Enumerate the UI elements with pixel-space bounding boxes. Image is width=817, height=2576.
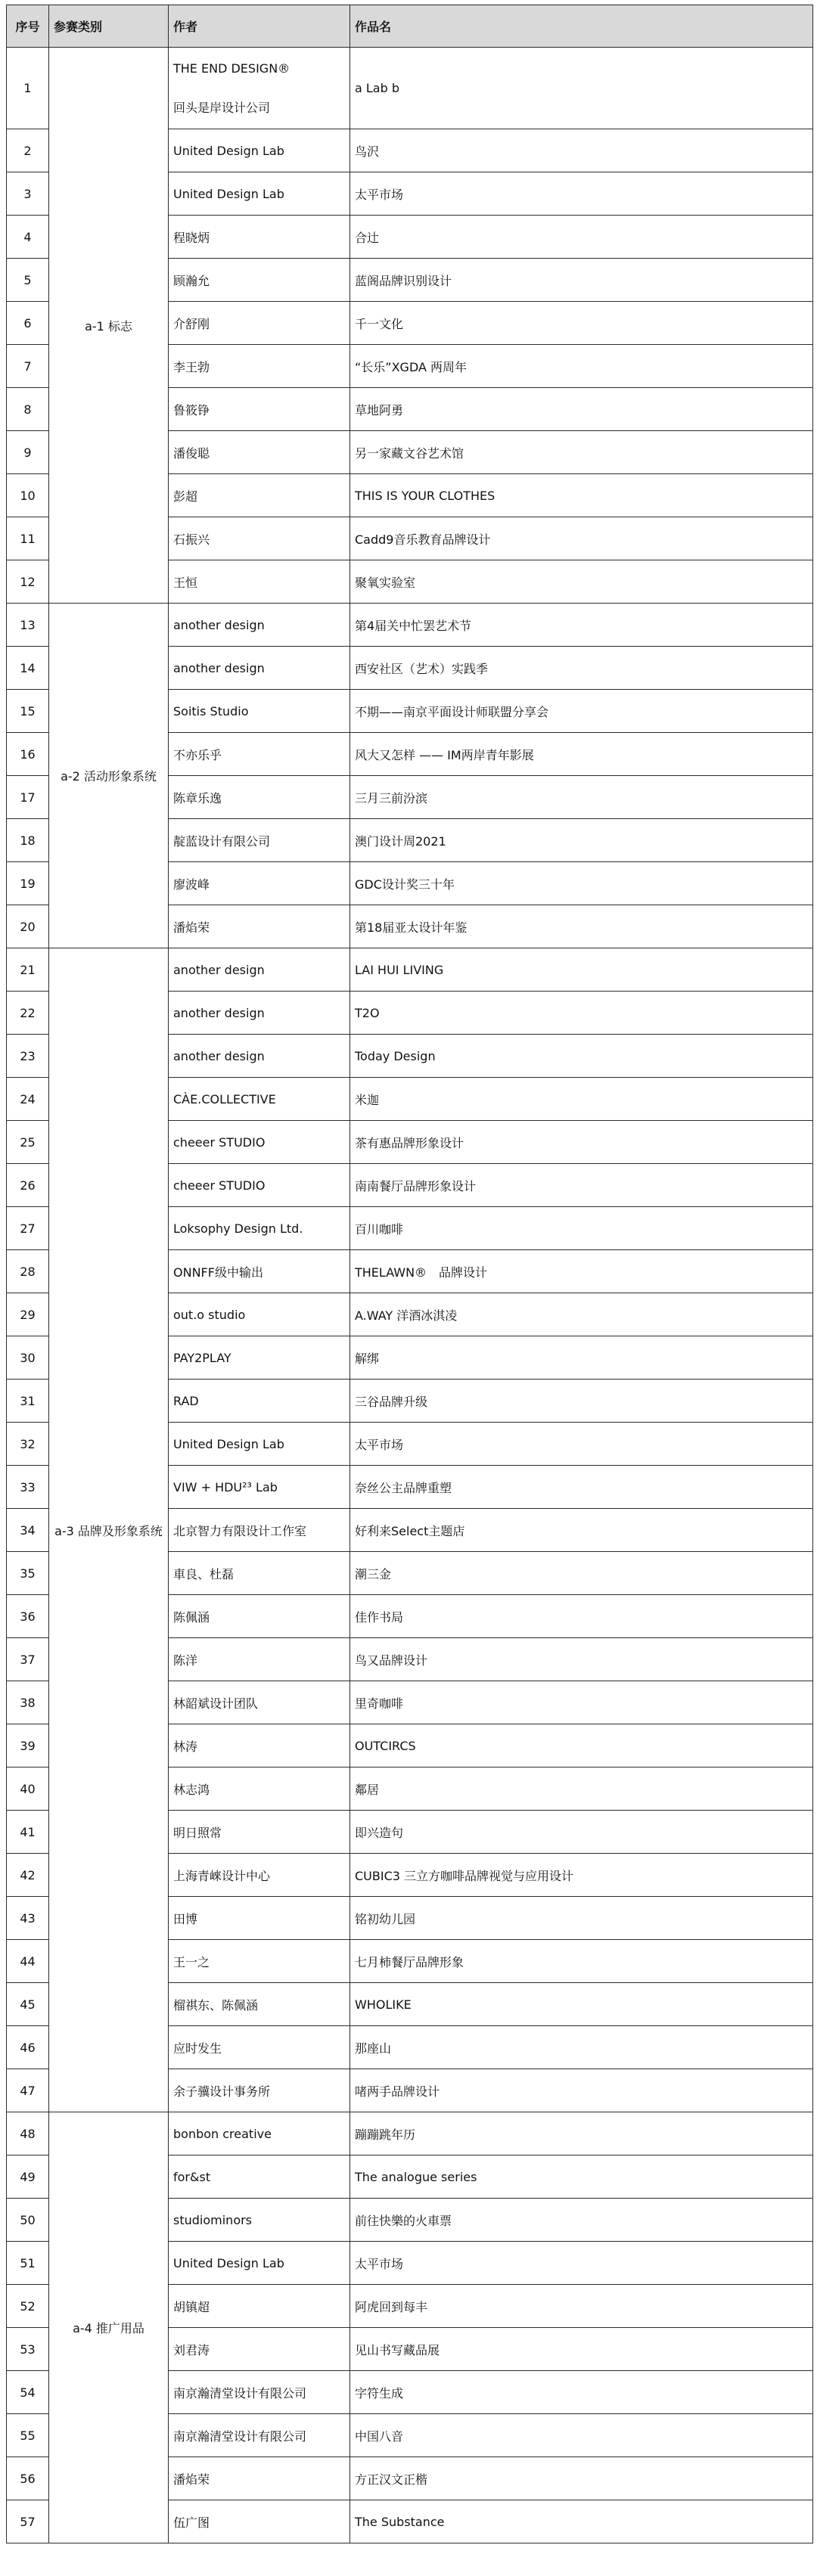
work-title-cell: 佳作书局 (350, 1595, 813, 1638)
work-title-cell: 百川咖啡 (350, 1207, 813, 1250)
work-title-cell: 奈丝公主品牌重塑 (350, 1466, 813, 1509)
row-number: 39 (7, 1724, 49, 1768)
author-line: THE END DESIGN® (173, 61, 290, 76)
author-cell: 王恒 (169, 560, 350, 604)
author-cell: 靛蓝设计有限公司 (169, 819, 350, 862)
author-cell: 車良、杜磊 (169, 1552, 350, 1595)
work-title-cell: 第18届亚太设计年鉴 (350, 905, 813, 948)
author-cell: 上海青崍设计中心 (169, 1854, 350, 1897)
row-number: 46 (7, 2026, 49, 2069)
work-title-cell: 太平市场 (350, 172, 813, 216)
work-title-cell: 好利来Select主题店 (350, 1509, 813, 1552)
work-title-cell: 太平市场 (350, 2242, 813, 2285)
author-cell: 彭超 (169, 474, 350, 517)
author-cell: CÀE.COLLECTIVE (169, 1078, 350, 1121)
work-title-cell: 方正汉文正楷 (350, 2457, 813, 2500)
header-row (7, 5, 813, 48)
author-cell: 陈章乐逸 (169, 776, 350, 819)
author-cell: 刘君涛 (169, 2328, 350, 2371)
work-title-cell: 见山书写藏品展 (350, 2328, 813, 2371)
author-cell: 程晓炳 (169, 216, 350, 259)
row-number: 23 (7, 1035, 49, 1078)
row-number: 19 (7, 862, 49, 905)
row-number: 31 (7, 1380, 49, 1423)
table-row (7, 948, 813, 992)
author-cell: VIW + HDU²³ Lab (169, 1466, 350, 1509)
row-number: 17 (7, 776, 49, 819)
work-title-cell: 米迦 (350, 1078, 813, 1121)
author-cell: 榴祺东、陈佩涵 (169, 1983, 350, 2026)
author-cell: 石振兴 (169, 517, 350, 560)
author-cell: 潘焰荣 (169, 905, 350, 948)
work-title-cell: Cadd9音乐教育品牌设计 (350, 517, 813, 560)
work-title-cell: 草地阿勇 (350, 388, 813, 431)
work-title-cell: 七月柿餐厅品牌形象 (350, 1940, 813, 1983)
row-number: 5 (7, 259, 49, 302)
work-title-cell: 风大又怎样 —— IM两岸青年影展 (350, 733, 813, 776)
work-title-cell: 中国八音 (350, 2414, 813, 2457)
category-cell: a-3 品牌及形象系统 (49, 948, 169, 2112)
author-cell: 南京瀚清堂设计有限公司 (169, 2414, 350, 2457)
row-number: 34 (7, 1509, 49, 1552)
row-number: 42 (7, 1854, 49, 1897)
author-cell: 王一之 (169, 1940, 350, 1983)
table-row (7, 604, 813, 647)
author-cell: RAD (169, 1380, 350, 1423)
work-title-cell: 鸟又品牌设计 (350, 1638, 813, 1681)
work-title-cell: 那座山 (350, 2026, 813, 2069)
header-num: 序号 (7, 5, 49, 48)
author-cell: United Design Lab (169, 172, 350, 216)
author-cell: 林志鸿 (169, 1768, 350, 1811)
work-title-cell: 鸟沢 (350, 129, 813, 172)
author-cell: another design (169, 1035, 350, 1078)
work-title-cell: WHOLIKE (350, 1983, 813, 2026)
category-cell: a-1 标志 (49, 48, 169, 604)
row-number: 55 (7, 2414, 49, 2457)
row-number: 29 (7, 1293, 49, 1336)
author-cell: another design (169, 948, 350, 992)
work-title-cell: 铭初幼儿园 (350, 1897, 813, 1940)
category-cell: a-2 活动形象系统 (49, 604, 169, 948)
row-number: 35 (7, 1552, 49, 1595)
work-title-cell: 鄰居 (350, 1768, 813, 1811)
row-number: 25 (7, 1121, 49, 1164)
row-number: 11 (7, 517, 49, 560)
row-number: 27 (7, 1207, 49, 1250)
row-number: 36 (7, 1595, 49, 1638)
work-title-cell: 聚氧实验室 (350, 560, 813, 604)
row-number: 48 (7, 2112, 49, 2155)
header-category: 参赛类别 (49, 5, 169, 48)
table-header (7, 5, 813, 48)
row-number: 6 (7, 302, 49, 345)
row-number: 54 (7, 2371, 49, 2414)
author-cell: studiominors (169, 2199, 350, 2242)
work-title-cell: THELAWN® 品牌设计 (350, 1250, 813, 1293)
author-cell: 应时发生 (169, 2026, 350, 2069)
work-title-cell: 西安社区（艺术）实践季 (350, 647, 813, 690)
row-number: 24 (7, 1078, 49, 1121)
work-title-cell: 三月三前汾滨 (350, 776, 813, 819)
row-number: 53 (7, 2328, 49, 2371)
row-number: 12 (7, 560, 49, 604)
row-number: 40 (7, 1768, 49, 1811)
table-row (7, 2112, 813, 2155)
author-cell: bonbon creative (169, 2112, 350, 2155)
author-cell: cheeer STUDIO (169, 1121, 350, 1164)
author-cell: 北京智力有限设计工作室 (169, 1509, 350, 1552)
row-number: 18 (7, 819, 49, 862)
author-cell: United Design Lab (169, 129, 350, 172)
row-number: 56 (7, 2457, 49, 2500)
row-number: 51 (7, 2242, 49, 2285)
row-number: 26 (7, 1164, 49, 1207)
author-cell: out.o studio (169, 1293, 350, 1336)
author-cell: for&st (169, 2155, 350, 2199)
work-title-cell: 前往快樂的火車票 (350, 2199, 813, 2242)
author-cell: United Design Lab (169, 1423, 350, 1466)
author-line: 回头是岸设计公司 (173, 100, 271, 115)
row-number: 22 (7, 992, 49, 1035)
work-title-cell: 字符生成 (350, 2371, 813, 2414)
row-number: 33 (7, 1466, 49, 1509)
row-number: 9 (7, 431, 49, 474)
author-cell: 鲁筱铮 (169, 388, 350, 431)
work-title-cell: THIS IS YOUR CLOTHES (350, 474, 813, 517)
author-cell: 李王勃 (169, 345, 350, 388)
row-number: 14 (7, 647, 49, 690)
author-cell: 田博 (169, 1897, 350, 1940)
header-work: 作品名 (350, 5, 813, 48)
header-author: 作者 (169, 5, 350, 48)
work-title-cell: 啫两手品牌设计 (350, 2069, 813, 2112)
author-cell (169, 48, 350, 129)
author-cell: Loksophy Design Ltd. (169, 1207, 350, 1250)
work-title-cell: The analogue series (350, 2155, 813, 2199)
row-number: 52 (7, 2285, 49, 2328)
author-cell: 廖波峰 (169, 862, 350, 905)
work-title-cell: 太平市场 (350, 1423, 813, 1466)
row-number: 13 (7, 604, 49, 647)
row-number: 50 (7, 2199, 49, 2242)
entries-table (6, 5, 813, 2543)
author-cell: another design (169, 992, 350, 1035)
author-cell: 胡镇超 (169, 2285, 350, 2328)
author-cell: 林涛 (169, 1724, 350, 1768)
work-title-cell: 另一家藏文谷艺术馆 (350, 431, 813, 474)
work-title-cell: 茶有惠品牌形象设计 (350, 1121, 813, 1164)
work-title-cell: T2O (350, 992, 813, 1035)
work-title-cell: 阿虎回到每丰 (350, 2285, 813, 2328)
row-number: 47 (7, 2069, 49, 2112)
author-cell: 伍广图 (169, 2500, 350, 2543)
author-cell: ONNFF级中输出 (169, 1250, 350, 1293)
row-number: 10 (7, 474, 49, 517)
author-cell: 明日照常 (169, 1811, 350, 1854)
work-title-cell: a Lab b (350, 48, 813, 129)
work-title-cell: The Substance (350, 2500, 813, 2543)
work-title-cell: “长乐”XGDA 两周年 (350, 345, 813, 388)
author-cell: United Design Lab (169, 2242, 350, 2285)
work-title-cell: CUBIC3 三立方咖啡品牌视觉与应用设计 (350, 1854, 813, 1897)
author-cell: 潘俊聪 (169, 431, 350, 474)
row-number: 41 (7, 1811, 49, 1854)
work-title-cell: 不期——南京平面设计师联盟分享会 (350, 690, 813, 733)
work-title-cell: 解绑 (350, 1336, 813, 1380)
author-cell: Soitis Studio (169, 690, 350, 733)
work-title-cell: 澳门设计周2021 (350, 819, 813, 862)
row-number: 57 (7, 2500, 49, 2543)
author-cell: PAY2PLAY (169, 1336, 350, 1380)
work-title-cell: 蹦蹦跳年历 (350, 2112, 813, 2155)
work-title-cell: 千一文化 (350, 302, 813, 345)
author-cell: 潘焰荣 (169, 2457, 350, 2500)
author-cell: 陈佩涵 (169, 1595, 350, 1638)
author-cell: cheeer STUDIO (169, 1164, 350, 1207)
row-number: 28 (7, 1250, 49, 1293)
work-title-cell: 潮三金 (350, 1552, 813, 1595)
row-number: 8 (7, 388, 49, 431)
row-number: 30 (7, 1336, 49, 1380)
row-number: 2 (7, 129, 49, 172)
row-number: 45 (7, 1983, 49, 2026)
row-number: 1 (7, 48, 49, 129)
work-title-cell: Today Design (350, 1035, 813, 1078)
row-number: 37 (7, 1638, 49, 1681)
author-cell: 林韶斌设计团队 (169, 1681, 350, 1724)
table-row (7, 48, 813, 129)
row-number: 32 (7, 1423, 49, 1466)
work-title-cell: 第4届关中忙罢艺术节 (350, 604, 813, 647)
work-title-cell: 蓝阁品牌识别设计 (350, 259, 813, 302)
author-cell: 余子骥设计事务所 (169, 2069, 350, 2112)
row-number: 7 (7, 345, 49, 388)
row-number: 21 (7, 948, 49, 992)
work-title-cell: 即兴造句 (350, 1811, 813, 1854)
author-cell: 介舒刚 (169, 302, 350, 345)
row-number: 38 (7, 1681, 49, 1724)
work-title-cell: 南南餐厅品牌形象设计 (350, 1164, 813, 1207)
row-number: 4 (7, 216, 49, 259)
author-cell: another design (169, 647, 350, 690)
author-cell: 南京瀚清堂设计有限公司 (169, 2371, 350, 2414)
category-cell: a-4 推广用品 (49, 2112, 169, 2543)
row-number: 44 (7, 1940, 49, 1983)
row-number: 49 (7, 2155, 49, 2199)
row-number: 43 (7, 1897, 49, 1940)
author-cell: 陈洋 (169, 1638, 350, 1681)
row-number: 3 (7, 172, 49, 216)
work-title-cell: OUTCIRCS (350, 1724, 813, 1768)
row-number: 16 (7, 733, 49, 776)
work-title-cell: 合辻 (350, 216, 813, 259)
work-title-cell: A.WAY 洋酒冰淇凌 (350, 1293, 813, 1336)
author-cell: another design (169, 604, 350, 647)
table-body (7, 48, 813, 2543)
line-gap (173, 79, 349, 98)
work-title-cell: GDC设计奖三十年 (350, 862, 813, 905)
author-cell: 顾瀚允 (169, 259, 350, 302)
work-title-cell: LAI HUI LIVING (350, 948, 813, 992)
author-cell: 不亦乐乎 (169, 733, 350, 776)
work-title-cell: 里奇咖啡 (350, 1681, 813, 1724)
work-title-cell: 三谷品牌升级 (350, 1380, 813, 1423)
row-number: 20 (7, 905, 49, 948)
row-number: 15 (7, 690, 49, 733)
